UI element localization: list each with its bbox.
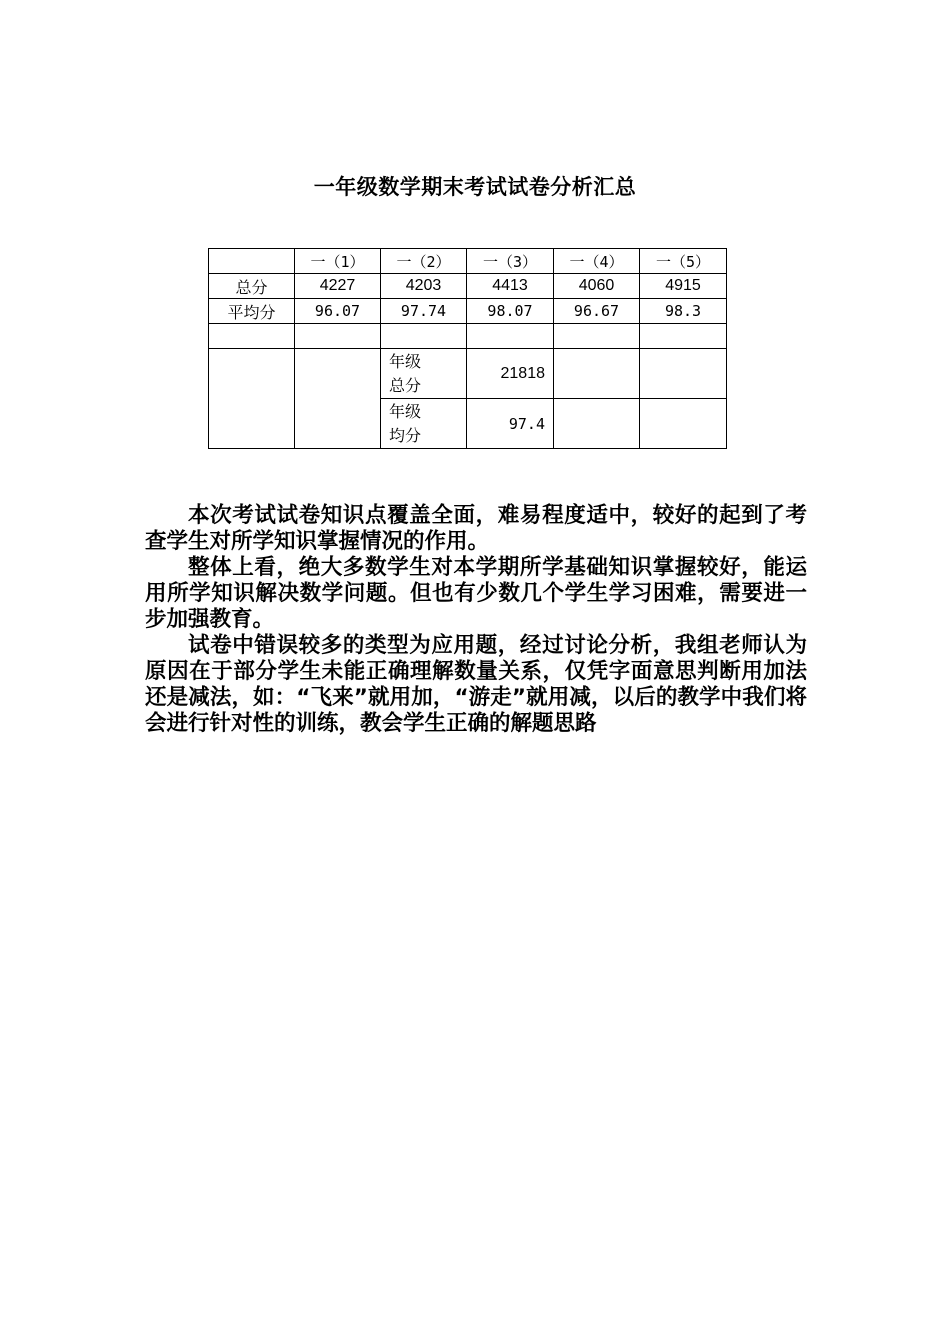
average-score-class-3: 98.07 — [467, 299, 554, 324]
table-row-average — [209, 299, 727, 324]
empty-cell — [554, 324, 640, 349]
total-score-class-3: 4413 — [467, 274, 554, 299]
table-header-row — [209, 249, 727, 274]
paragraph-errors: 试卷中错误较多的类型为应用题，经过讨论分析，我组老师认为原因在于部分学生未能正确理解数量关系，仅凭字面意思判断用加法还是减法，如：“飞来”就用加，“游走”就用减，以后的教学中我们将会进行针对性的训练，教会学生正确的解题思路 — [145, 633, 807, 736]
empty-cell — [295, 349, 381, 449]
empty-cell — [640, 349, 727, 399]
empty-cell — [554, 349, 640, 399]
column-header-class-2: 一（2） — [381, 249, 467, 274]
empty-cell — [640, 399, 727, 449]
column-header-class-3: 一（3） — [467, 249, 554, 274]
column-header-class-1: 一（1） — [295, 249, 381, 274]
average-score-class-4: 96.67 — [554, 299, 640, 324]
column-header-class-5: 一（5） — [640, 249, 727, 274]
empty-cell — [640, 324, 727, 349]
average-score-class-1: 96.07 — [295, 299, 381, 324]
empty-cell — [209, 324, 295, 349]
score-table — [208, 248, 727, 449]
empty-cell — [467, 324, 554, 349]
grade-average-label — [381, 399, 467, 449]
grade-average-value: 97.4 — [467, 399, 554, 449]
total-score-class-1: 4227 — [295, 274, 381, 299]
analysis-text — [145, 503, 807, 737]
grade-total-label-line2: 总分 — [389, 375, 422, 395]
table-row-empty — [209, 324, 727, 349]
grade-total-label-line1: 年级 — [389, 351, 422, 371]
total-score-class-5: 4915 — [640, 274, 727, 299]
page-title: 一年级数学期末考试试卷分析汇总 — [313, 175, 637, 199]
table-row-grade-total — [209, 349, 727, 399]
paragraph-overall: 整体上看，绝大多数学生对本学期所学基础知识掌握较好，能运用所学知识解决数学问题。但也有少数几个学生学习困难，需要进一步加强教育。 — [145, 555, 807, 632]
grade-average-label-line1: 年级 — [389, 401, 422, 421]
empty-cell — [209, 349, 295, 449]
total-score-class-2: 4203 — [381, 274, 467, 299]
total-score-class-4: 4060 — [554, 274, 640, 299]
table-row-total — [209, 274, 727, 299]
grade-total-value: 21818 — [467, 349, 554, 399]
paragraph-coverage: 本次考试试卷知识点覆盖全面，难易程度适中，较好的起到了考查学生对所学知识掌握情况的作用。 — [145, 503, 807, 554]
empty-cell — [381, 324, 467, 349]
average-score-class-2: 97.74 — [381, 299, 467, 324]
table-corner-cell — [209, 249, 295, 274]
row-label-average: 平均分 — [209, 299, 295, 324]
grade-average-label-line2: 均分 — [389, 425, 422, 445]
row-label-total: 总分 — [209, 274, 295, 299]
average-score-class-5: 98.3 — [640, 299, 727, 324]
empty-cell — [554, 399, 640, 449]
empty-cell — [295, 324, 381, 349]
column-header-class-4: 一（4） — [554, 249, 640, 274]
grade-total-label — [381, 349, 467, 399]
